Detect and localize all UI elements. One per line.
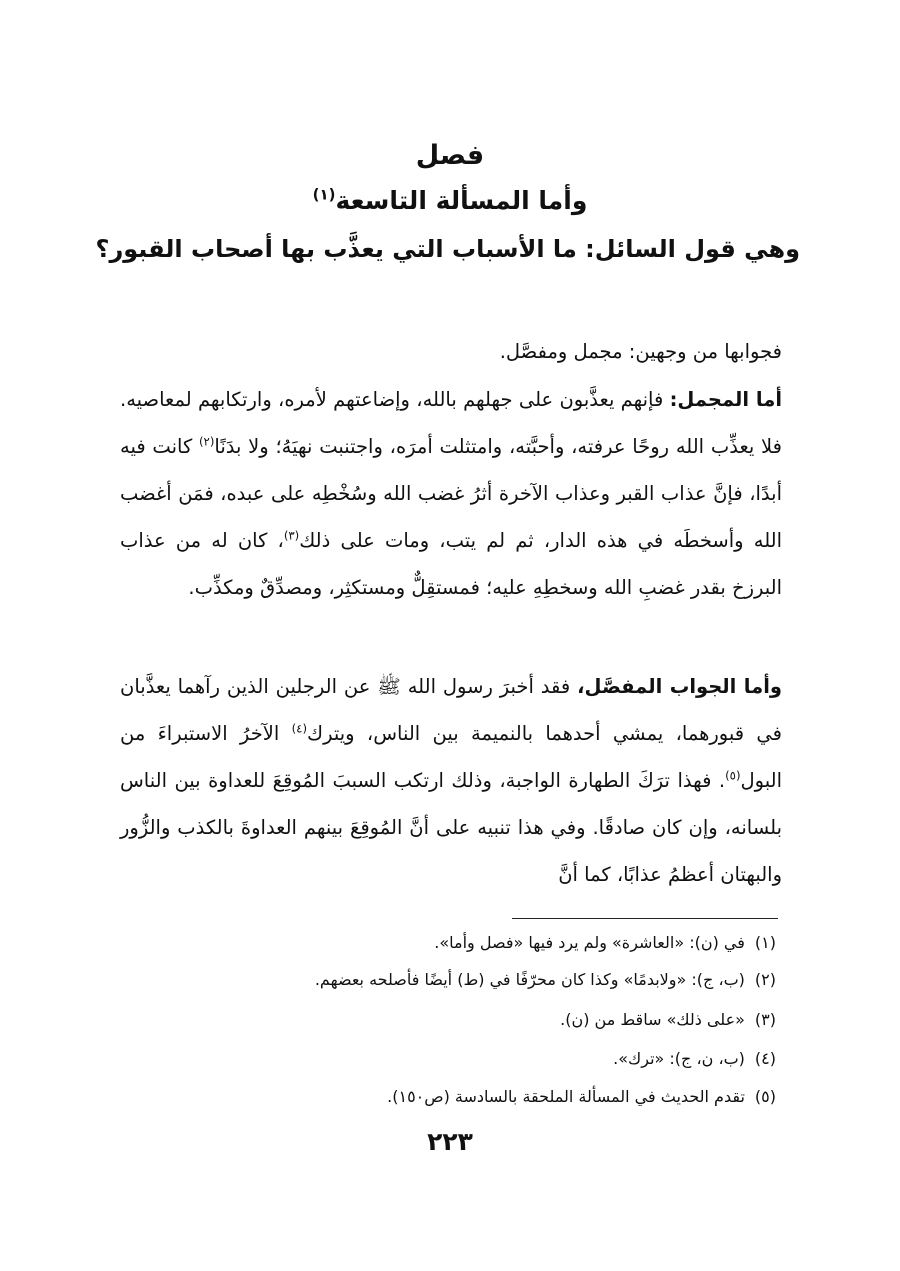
paragraph-text: كانت فيه أبدًا، فإنَّ عذاب القبر وعذاب الآخرة أثرُ غضب الله وسُخْطِه على عبده، فمَن أغضب الله وأسخطَه في هذه الدار، ثم لم يتب، ومات على ذلك: [120, 435, 783, 552]
footnote-2: [120, 969, 776, 991]
footnote-ref-2: (٢): [198, 434, 215, 449]
paragraph-text: الآخرُ الاستبراءَ من البول: [120, 722, 782, 792]
footnote-number: (٣): [754, 1010, 776, 1029]
summary-answer-paragraph: [120, 376, 782, 611]
page-number: ٢٢٣: [427, 1127, 473, 1156]
paragraph-text: فقد أخبرَ رسول الله ﷺ عن الرجلين الذين رآهما يعذَّبان في قبورهما، يمشي أحدهما بالنميمة بين الناس، ويترك: [120, 675, 782, 745]
question-title-text: وأما المسألة التاسعة: [335, 186, 588, 215]
paragraph-text: . فهذا ترَكَ الطهارة الواجبة، وذلك ارتكب السببَ المُوقِعَ للعداوة بين الناس بلسانه، وإن كان صادقًا. وفي هذا تنبيه على أنَّ المُوقِعَ بينهم العداوةَ بالكذب والزُّور والبهتان أعظمُ عذابًا، كما أنَّ: [120, 769, 782, 886]
footnote-text: (ب، ج): «ولابدمًا» وكذا كان محرّفًا في (ط) أيضًا فأصلحه بعضهم.: [314, 970, 745, 989]
footnote-number: (١): [754, 933, 776, 952]
paragraph-text: فإنهم يعذَّبون على جهلهم بالله، وإضاعتهم لأمره، وارتكابهم لمعاصيه. فلا يعذِّب الله روحًا عرفته، وأحبَّته، وامتثلت أمرَه، واجتنبت نهيَهُ؛ ولا بدَنًا: [120, 388, 782, 458]
question-title: [100, 186, 800, 215]
footnote-text: «على ذلك» ساقط من (ن).: [560, 1010, 745, 1029]
footnote-ref-5: (٥): [725, 768, 741, 783]
summary-answer-lead: أما المجمل:: [669, 388, 782, 411]
footnote-4: [120, 1048, 776, 1070]
detailed-answer-paragraph: [120, 663, 782, 898]
footnote-text: (ب، ن، ج): «ترك».: [613, 1049, 745, 1068]
footnote-number: (٥): [754, 1087, 776, 1106]
footnote-number: (٤): [754, 1049, 776, 1068]
footnote-number: (٢): [754, 970, 776, 989]
intro-paragraph: فجوابها من وجهين: مجمل ومفصَّل.: [499, 340, 782, 363]
paragraph-text: ، كان له من عذاب البرزخ بقدر غضبِ الله وسخطِهِ عليه؛ فمستقِلٌّ ومستكثِر، ومصدِّقٌ ومكذِّب.: [120, 529, 782, 599]
footnote-5: [120, 1086, 776, 1108]
section-heading: فصل: [415, 140, 485, 171]
footnote-ref-1: (١): [312, 185, 336, 204]
footnote-text: في (ن): «العاشرة» ولم يرد فيها «فصل وأما».: [434, 933, 745, 952]
footnote-ref-3: (٣): [283, 528, 300, 543]
footnote-3: [120, 1009, 776, 1031]
footnote-1: [120, 932, 776, 954]
detailed-answer-lead: وأما الجواب المفصَّل،: [577, 675, 783, 698]
footnote-separator: [512, 918, 778, 919]
question-text: وهي قول السائل: ما الأسباب التي يعذَّب بها أصحاب القبور؟: [95, 235, 800, 263]
footnote-ref-4: (٤): [291, 721, 308, 736]
footnote-text: تقدم الحديث في المسألة الملحقة بالسادسة (ص١٥٠).: [387, 1087, 745, 1106]
